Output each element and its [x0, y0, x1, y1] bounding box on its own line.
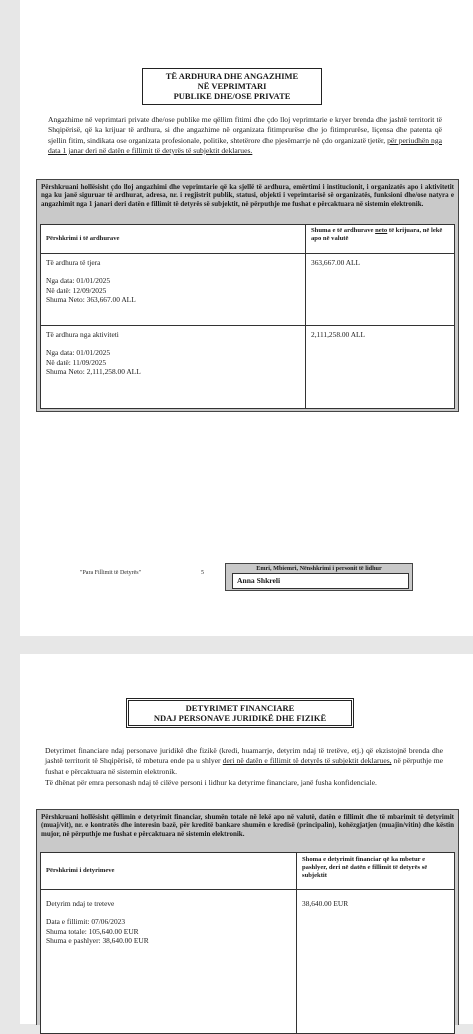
income-type: Të ardhura nga aktiviteti: [46, 330, 119, 339]
signature-label: Emri, Mbiemri, Nënshkrimi i personit të lidhur: [256, 565, 382, 572]
income-from-date: Nga data: 01/01/2025: [46, 348, 111, 358]
liability-desc-cell: [41, 890, 296, 1034]
liability-amount: 38,640.00 EUR: [302, 899, 349, 908]
income-type: Të ardhura të tjera: [46, 258, 101, 267]
liability-type: Detyrim ndaj te treteve: [46, 899, 115, 908]
header-text: Përshkrimi i detyrimeve: [46, 867, 115, 874]
liabilities-details-box: [36, 809, 459, 1025]
liabilities-confidential-note: [45, 778, 443, 788]
income-desc-cell: [41, 254, 305, 326]
liability-start-date: Data e fillimit: 07/06/2023: [46, 917, 126, 927]
liability-unpaid: Shuma e pashlyer: 38,640.00 EUR: [46, 935, 149, 945]
income-from-date: Nga data: 01/01/2025: [46, 276, 111, 286]
intro-text: Angazhime në veprimtari private dhe/ose publike me qëllim fitimi dhe çdo lloj veprimtarie e kryer brenda dhe jashtë territorit të Shqipërisë, që ka krijuar të ardhura, si dhe angazhime në organizata fitimprurëse dhe jo fitimprurëse, liçensa dhe patenta që sjellin fitim, sindikata ose organizata profesionale, politike, shtetërore dhe pjesëmarrje në çdo organizatë tjetër,: [48, 115, 442, 145]
income-to-date: Në datë: 12/09/2025: [46, 285, 107, 295]
section-title-liabilities: [128, 700, 352, 726]
income-desc-header: [41, 225, 305, 253]
page-number: 5: [201, 570, 204, 576]
intro-text: Të dhënat për emra personash ndaj të cilëve personi i lidhur ka detyrime financiare, janë fusha konfidenciale.: [45, 778, 377, 787]
income-net: Shuma Neto: 2,111,258.00 ALL: [46, 366, 141, 376]
section-title-income: [142, 68, 322, 105]
title-line: NDAJ PERSONAVE JURIDIKË DHE FIZIKË: [153, 713, 327, 723]
table-row: [41, 889, 454, 1034]
footer-label: "Para Fillimit të Detyrës": [80, 570, 142, 576]
income-table-header: [41, 225, 454, 253]
title-line: TË ARDHURA DHE ANGAZHIME: [165, 71, 299, 81]
intro-underlined: deri në datën e fillimit të detyrës të subjektit deklarues,: [222, 756, 392, 766]
signature-box: [225, 563, 413, 591]
income-intro-paragraph: [48, 115, 442, 156]
header-text: Përshkrimi i të ardhurave: [46, 235, 120, 242]
title-line: DETYRIMET FINANCIARE: [185, 703, 295, 713]
title-line: PUBLIKE DHE/OSE PRIVATE: [173, 91, 291, 101]
liability-amount-header: [296, 853, 454, 889]
liabilities-table: [40, 852, 455, 1034]
signature-name: Anna Shkreli: [232, 573, 409, 589]
header-text-neto: neto: [375, 227, 388, 234]
intro-text: në përputhje me fushat e përcaktuara në sistemin elektronik.: [45, 756, 443, 776]
income-table: [40, 224, 455, 409]
income-amount: 363,667.00 ALL: [311, 258, 361, 267]
income-desc-cell: [41, 326, 305, 409]
income-amount-cell: [305, 326, 454, 409]
liability-total: Shuma totale: 105,640.00 EUR: [46, 926, 139, 936]
header-text: të krijuara, në lekë apo në valutë: [311, 227, 443, 242]
income-net: Shuma Neto: 363,667.00 ALL: [46, 294, 136, 304]
document-page-1: [20, 0, 473, 636]
income-amount-header: [305, 225, 454, 253]
income-to-date: Në datë: 11/09/2025: [46, 357, 107, 367]
liabilities-instructions: Përshkruani hollësisht qëllimin e detyrimit financiar, shumën totale në lekë apo në valutë, datën e fillimit dhe të mbarimit të detyrimit (muaj/vit), nr. e kontratës dhe interesin bazë, për kreditë bankare shumën e kredisë (principalin), kohëzgjatjen (muajin/vitin) dhe këstin mujor, në përputhje me fushat e përcaktuara në sistemin elektronik.: [41, 813, 454, 838]
income-details-box: [36, 179, 459, 412]
table-row: [41, 253, 454, 326]
header-text: Shuma e të ardhurave: [311, 227, 374, 234]
liability-desc-header: [41, 853, 296, 889]
liabilities-intro-paragraph: [45, 746, 443, 777]
intro-text: Detyrimet financiare ndaj personave juridikë dhe fizikë (kredi, huamarrje, detyrim ndaj të tretëve, etj.) që ekzistojnë brenda dhe jashtë territorit të Shqipërisë, të mbetura ende pa u shlyer: [45, 746, 443, 766]
income-instructions: Përshkruani hollësisht çdo lloj angazhimi dhe veprimtarie që ka sjellë të ardhura, emërtimi i institucionit, i organizatës apo i aktivitetit nga ku janë siguruar të ardhurat, adresa, nr. i regjistrit publik, statusi, objekti i veprimtarisë së organizatës, funksioni dhe/ose natyra e angazhimit nga 1 janari deri datën e fillimit të detyrës së subjektit, në përputhje me fushat e përcaktuara në sistemin elektronik.: [41, 183, 454, 208]
income-amount: 2,111,258.00 ALL: [311, 330, 366, 339]
header-text: Shoma e detyrimit financiar që ka mbetur e pashlyer, deri në datën e fillimit të detyrës së subjektit: [302, 856, 428, 879]
income-amount-cell: [305, 254, 454, 326]
title-line: NË VEPRIMTARI: [197, 81, 267, 91]
table-row: [41, 325, 454, 409]
liability-amount-cell: [296, 890, 454, 1034]
document-page-2: [20, 654, 473, 1024]
intro-underlined-period: për periudhën nga data 1 janar deri në datën e fillimit të detyrës të subjektit deklarues.: [48, 135, 442, 155]
liabilities-table-header: [41, 853, 454, 889]
